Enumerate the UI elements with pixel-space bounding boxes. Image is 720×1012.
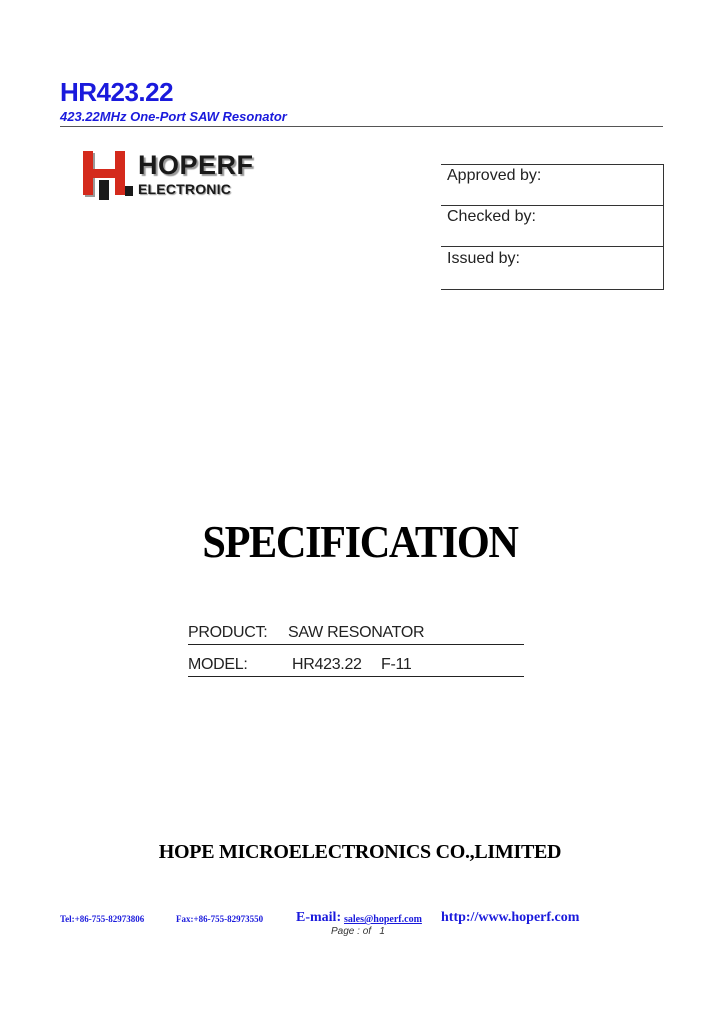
model-value: HR423.22 xyxy=(292,656,362,673)
header-divider xyxy=(60,126,663,127)
model-line xyxy=(188,656,524,677)
footer-website-link[interactable]: http://www.hoperf.com xyxy=(441,910,580,925)
checked-by-field: Checked by: xyxy=(441,206,663,247)
company-logo xyxy=(82,150,272,204)
footer-fax: Fax:+86-755-82973550 xyxy=(176,914,264,924)
approval-table xyxy=(441,164,664,290)
logo-wordmark: HOPERF xyxy=(138,150,254,180)
page-number: Page : of 1 xyxy=(331,926,385,937)
model-suffix: F-11 xyxy=(381,656,412,673)
approved-by-field: Approved by: xyxy=(441,165,663,206)
model-label: MODEL: xyxy=(188,656,248,673)
hoperf-logo-icon xyxy=(82,150,134,202)
footer-email-link[interactable]: sales@hoperf.com xyxy=(344,914,422,925)
doc-subtitle: 423.22MHz One-Port SAW Resonator xyxy=(60,109,287,124)
company-name: HOPE MICROELECTRONICS CO.,LIMITED xyxy=(158,841,562,863)
product-line xyxy=(188,624,524,645)
issued-by-field: Issued by: xyxy=(447,250,520,267)
footer-tel: Tel:+86-755-82973806 xyxy=(60,914,145,924)
product-label: PRODUCT: xyxy=(188,624,268,641)
footer-email-label: E-mail: xyxy=(296,910,342,925)
logo-subtext: ELECTRONIC xyxy=(138,181,231,197)
doc-title: HR423.22 xyxy=(60,77,174,107)
product-value: SAW RESONATOR xyxy=(288,624,425,641)
specification-title: SPECIFICATION xyxy=(202,516,518,567)
